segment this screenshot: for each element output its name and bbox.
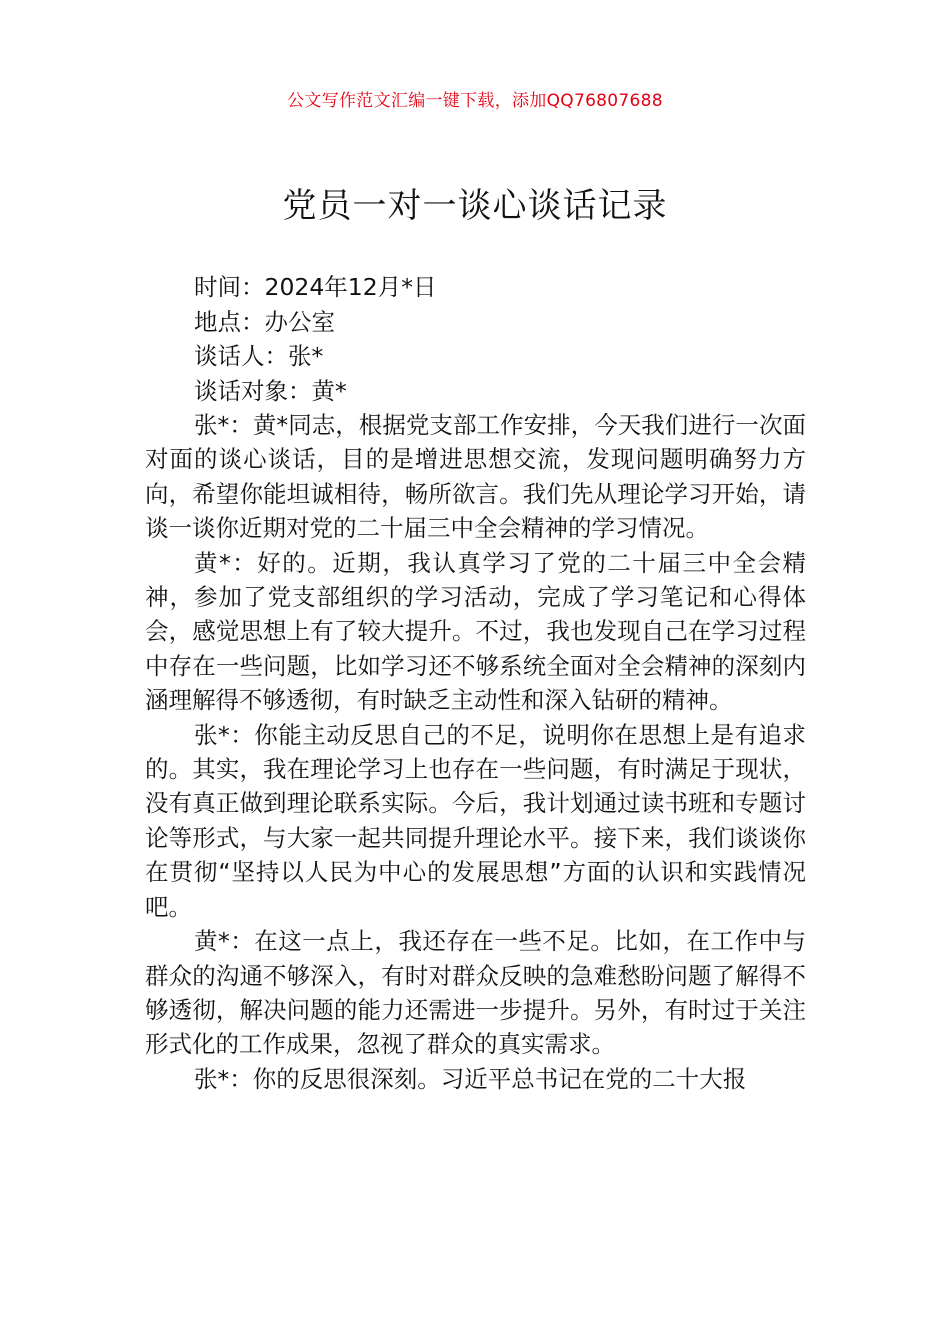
paragraph: 张*：黄*同志，根据党支部工作安排，今天我们进行一次面对面的谈心谈话，目的是增进思想交流，发现问题明确努力方向，希望你能坦诚相待，畅所欲言。我们先从理论学习开始，请谈一谈你近期对党的二十届三中全会精神的学习情况。 bbox=[145, 411, 806, 543]
paragraph: 张*：你能主动反思自己的不足，说明你在思想上是有追求的。其实，我在理论学习上也存在一些问题，有时满足于现状，没有真正做到理论联系实际。今后，我计划通过读书班和专题讨论等形式，与大家一起共同提升理论水平。接下来，我们谈谈你在贯彻“坚持以人民为中心的发展思想”方面的认识和实践情况吧。 bbox=[145, 720, 806, 921]
meeting-meta bbox=[194, 270, 436, 408]
document-title: 党员一对一谈心谈话记录 bbox=[282, 186, 668, 226]
meta-time: 时间：2024年12月*日 bbox=[194, 273, 437, 301]
meta-interviewee: 谈话对象：黄* bbox=[194, 376, 347, 405]
paragraph: 黄*：在这一点上，我还存在一些不足。比如，在工作中与群众的沟通不够深入，有时对群众反映的急难愁盼问题了解得不够透彻，解决问题的能力还需进一步提升。另外，有时过于关注形式化的工作成果，忽视了群众的真实需求。 bbox=[145, 927, 806, 1059]
paragraph: 张*：你的反思很深刻。习近平总书记在党的二十大报 bbox=[194, 1064, 747, 1093]
download-promo-note: 公文写作范文汇编一键下载，添加QQ76807688 bbox=[287, 91, 663, 111]
paragraph: 黄*：好的。近期，我认真学习了党的二十届三中全会精神，参加了党支部组织的学习活动，完成了学习笔记和心得体会，感觉思想上有了较大提升。不过，我也发现自己在学习过程中存在一些问题，比如学习还不够系统全面对全会精神的深刻内涵理解得不够透彻，有时缺乏主动性和深入钻研的精神。 bbox=[145, 548, 806, 715]
conversation-body bbox=[145, 408, 806, 1096]
meta-interviewer: 谈话人：张* bbox=[194, 342, 324, 370]
meta-location: 地点：办公室 bbox=[194, 307, 335, 336]
